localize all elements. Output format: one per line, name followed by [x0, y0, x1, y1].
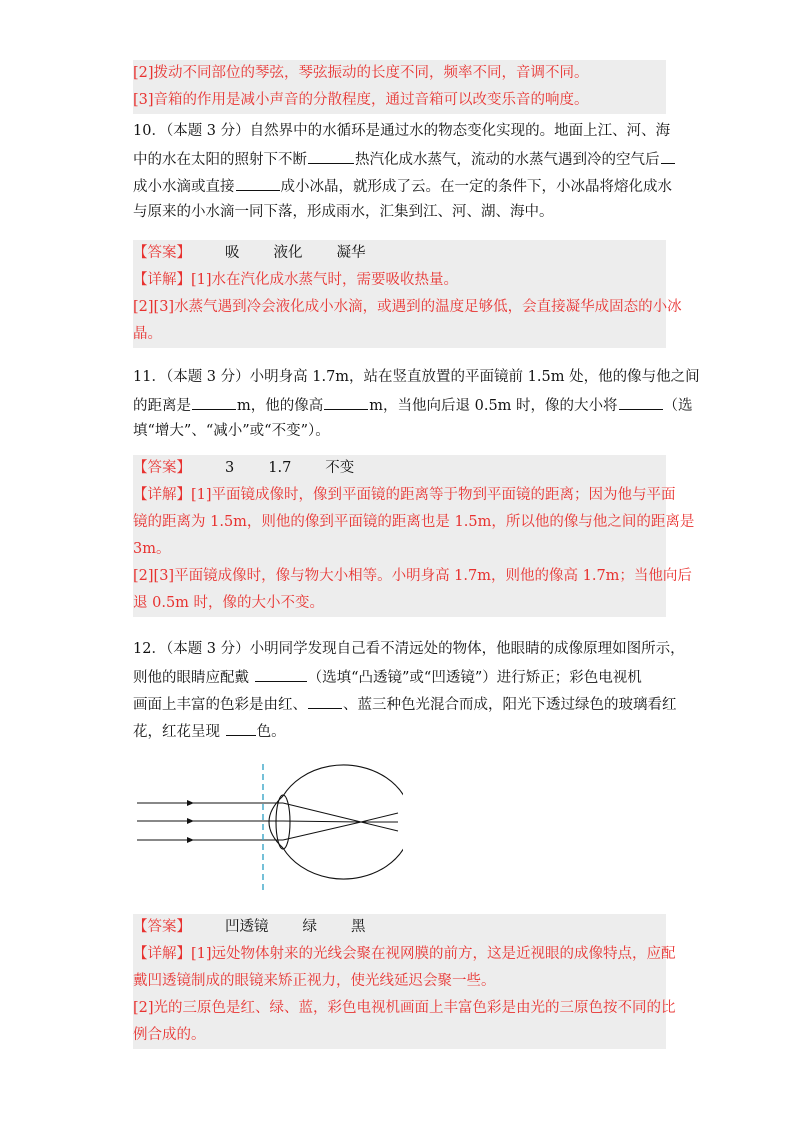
question-text: 12．（本题 3 分）小明同学发现自己看不清远处的物体，他眼睛的成像原理如图所示，: [133, 641, 685, 657]
answer-label: 【答案】: [133, 245, 191, 261]
answer-value: 绿: [302, 919, 317, 935]
answer-block-11: [133, 455, 695, 617]
question-text-part: 成小冰晶，就形成了云。在一定的条件下，小冰晶将熔化成水: [280, 179, 672, 195]
question-text: 填“增大”、“减小”或“不变”）。: [133, 423, 330, 439]
question-11: [133, 364, 700, 445]
question-text-part: 画面上丰富的色彩是由红、: [133, 697, 307, 713]
question-10: [133, 118, 672, 226]
question-text: [133, 663, 666, 690]
detail-line: [2][3]平面镜成像时，像与物大小相等。小明身高 1.7m，则他的像高 1.7m；当他向后: [133, 568, 692, 584]
answer-blank: [619, 391, 663, 410]
answer-block-10: [133, 240, 682, 348]
answer-value: 黑: [351, 919, 366, 935]
answer-line: [133, 914, 666, 941]
answer-line: [133, 240, 666, 267]
question-text: [133, 690, 677, 717]
question-text: [133, 145, 666, 172]
answer-label: 【答案】: [133, 460, 191, 476]
detail-line: 退 0.5m 时，像的大小不变。: [133, 595, 325, 611]
question-text-part: 则他的眼睛应配戴: [133, 670, 254, 686]
eye-diagram: [133, 762, 403, 894]
question-12: [133, 636, 685, 744]
answer-blank: [324, 391, 368, 410]
question-text: 11．（本题 3 分）小明身高 1.7m，站在竖直放置的平面镜前 1.5m 处，他的像与他之间: [133, 369, 700, 385]
answer-value: 凹透镜: [225, 919, 269, 935]
answer-blank: [236, 172, 280, 191]
answer-blank: [192, 391, 236, 410]
question-text-part: （选: [663, 398, 693, 414]
detail-line: 【详解】[1]平面镜成像时，像到平面镜的距离等于物到平面镜的距离；因为他与平面: [133, 487, 676, 503]
detail-line: 【详解】[1]水在汽化成水蒸气时，需要吸收热量。: [133, 272, 459, 288]
question-text-part: 中的水在太阳的照射下不断: [133, 152, 307, 168]
question-text-part: 的距离是: [133, 398, 191, 414]
question-text-part: （选填“凸透镜”或“凹透镜”）进行矫正；彩色电视机: [307, 670, 642, 686]
answer-value: 1.7: [268, 460, 292, 476]
question-text-part: m，他的像高: [237, 398, 324, 414]
refracted-rays: [283, 803, 398, 840]
question-text-part: 色。: [256, 724, 286, 740]
detail-line: 【详解】[1]远处物体射来的光线会聚在视网膜的前方，这是近视眼的成像特点，应配: [133, 946, 676, 962]
answer-label: 【答案】: [133, 919, 191, 935]
explanation-line: [3]音箱的作用是减小声音的分散程度，通过音箱可以改变乐音的响度。: [133, 92, 589, 108]
detail-line: 镜的距离为 1.5m，则他的像到平面镜的距离也是 1.5m，所以他的像与他之间的距离是: [133, 514, 695, 530]
detail-line: [2]光的三原色是红、绿、蓝，彩色电视机画面上丰富色彩是由光的三原色按不同的比: [133, 1000, 676, 1016]
question-text-part: 、蓝三种色光混合而成，阳光下透过绿色的玻璃看红: [343, 697, 677, 713]
answer-blank: [226, 717, 256, 736]
detail-line: 戴凹透镜制成的眼镜来矫正视力，使光线延迟会聚一些。: [133, 973, 496, 989]
question-text-part: 花，红花呈现: [133, 724, 225, 740]
answer-blank: [308, 145, 354, 164]
explanation-block: [133, 60, 666, 114]
answer-value: 不变: [325, 460, 355, 476]
answer-value: 液化: [273, 245, 303, 261]
answer-blank: [255, 663, 307, 682]
answer-value: 凝华: [336, 245, 366, 261]
question-text-part: 热汽化成水蒸气，流动的水蒸气遇到冷的空气后: [355, 152, 660, 168]
question-text: 10．（本题 3 分）自然界中的水循环是通过水的物态变化实现的。地面上江、河、海: [133, 123, 671, 139]
answer-line: [133, 455, 666, 482]
question-text-part: m，当他向后退 0.5m 时，像的大小将: [369, 398, 618, 414]
detail-line: 例合成的。: [133, 1027, 206, 1043]
answer-value: 吸: [225, 245, 240, 261]
answer-blank: [661, 145, 675, 164]
answer-blank: [308, 690, 342, 709]
answer-block-12: [133, 914, 676, 1049]
detail-line: [2][3]水蒸气遇到冷会液化成小水滴，或遇到的温度足够低，会直接凝华成固态的小冰: [133, 299, 682, 315]
answer-value: 3: [225, 460, 235, 476]
question-text: [133, 717, 666, 744]
incoming-rays: [137, 803, 283, 840]
detail-line: 晶。: [133, 326, 162, 342]
explanation-line: [2]拨动不同部位的琴弦，琴弦振动的长度不同，频率不同，音调不同。: [133, 65, 589, 81]
detail-line: 3m。: [133, 541, 171, 557]
question-text: [133, 391, 693, 418]
question-text: [133, 172, 672, 199]
question-text: 与原来的小水滴一同下落，形成雨水，汇集到江、河、湖、海中。: [133, 204, 554, 220]
question-text-part: 成小水滴或直接: [133, 179, 235, 195]
